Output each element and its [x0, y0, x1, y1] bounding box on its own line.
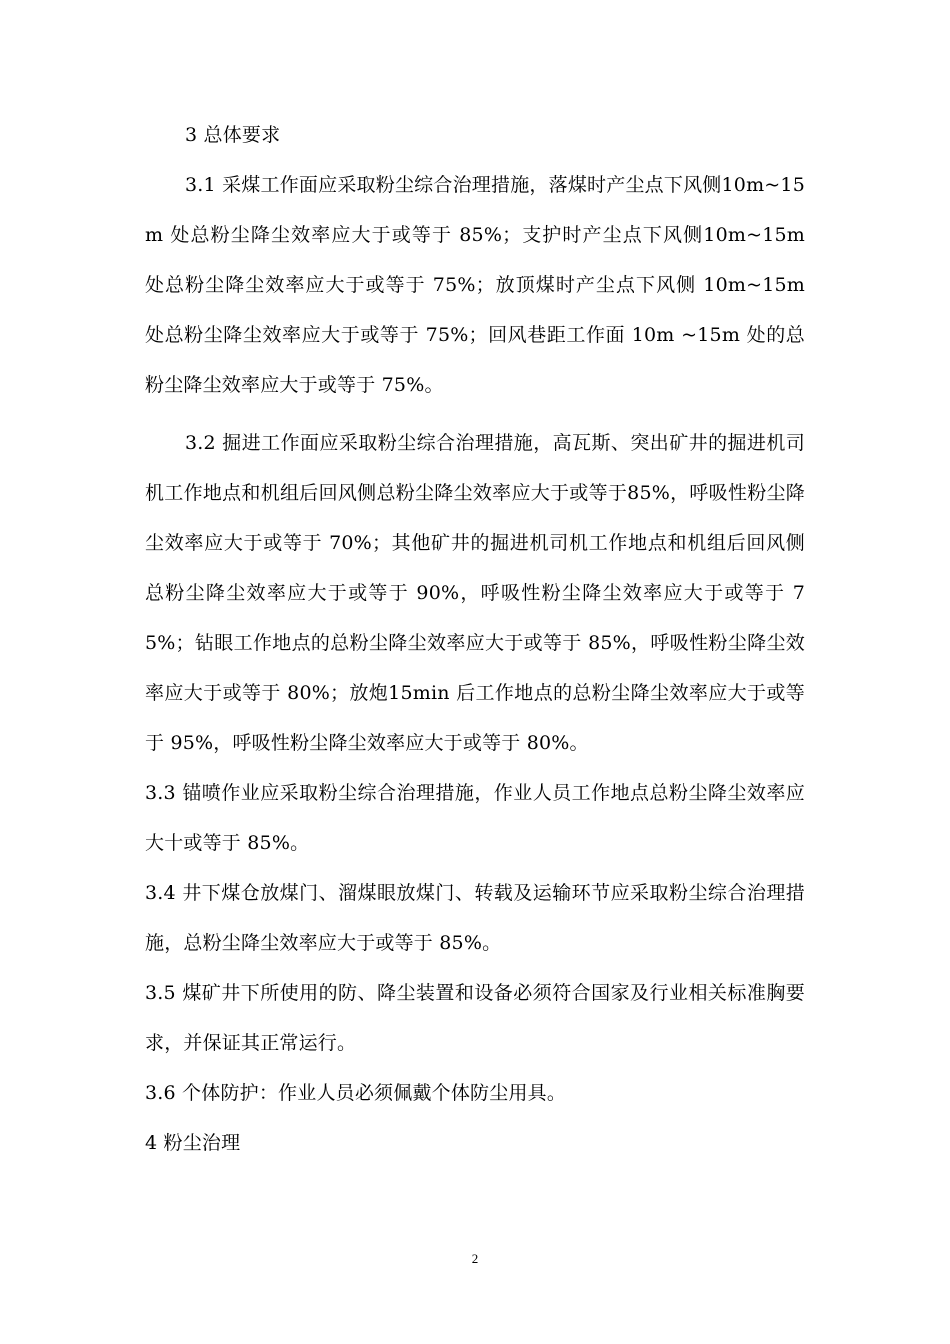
paragraph-3-4: 3.4 井下煤仓放煤门、溜煤眼放煤门、转载及运输环节应采取粉尘综合治理措施，总粉尘降尘效率应大于或等于 85%。 — [145, 882, 805, 954]
paragraph-3-3: 3.3 锚喷作业应采取粉尘综合治理措施，作业人员工作地点总粉尘降尘效率应大十或等于 85%。 — [145, 782, 805, 854]
paragraph-3-2: 3.2 掘进工作面应采取粉尘综合治理措施，高瓦斯、突出矿井的掘进机司机工作地点和机组后回风侧总粉尘降尘效率应大于或等于85%，呼吸性粉尘降尘效率应大于或等于 70%；其他矿井的掘进机司机工作地点和机组后回风侧总粉尘降尘效率应大于或等于 90%，呼吸性粉尘降尘效率应大于或等于 75%；钻眼工作地点的总粉尘降尘效率应大于或等于 85%，呼吸性粉尘降尘效率应大于或等于 80%；放炮15min 后工作地点的总粉尘降尘效率应大于或等于 95%，呼吸性粉尘降尘效率应大于或等于 80%。 — [145, 432, 805, 754]
section-heading-3: 3 总体要求 — [185, 124, 281, 146]
paragraph-3-1: 3.1 采煤工作面应采取粉尘综合治理措施，落煤时产尘点下风侧10m~15m 处总粉尘降尘效率应大于或等于 85%；支护时产尘点下风侧10m~15m 处总粉尘降尘效率应大于或等于 75%；放顶煤时产尘点下风侧 10m~15m 处总粉尘降尘效率应大于或等于 75%；回风巷距工作面 10m ~15m 处的总粉尘降尘效率应大于或等于 75%。 — [145, 174, 805, 396]
document-body — [145, 110, 805, 1168]
page-number: 2 — [471, 1251, 479, 1266]
section-heading-4: 4 粉尘治理 — [145, 1132, 241, 1154]
paragraph-3-6: 3.6 个体防护：作业人员必须佩戴个体防尘用具。 — [145, 1082, 567, 1104]
paragraph-3-5: 3.5 煤矿井下所使用的防、降尘装置和设备必须符合国家及行业相关标准胸要求，并保证其正常运行。 — [145, 982, 805, 1054]
